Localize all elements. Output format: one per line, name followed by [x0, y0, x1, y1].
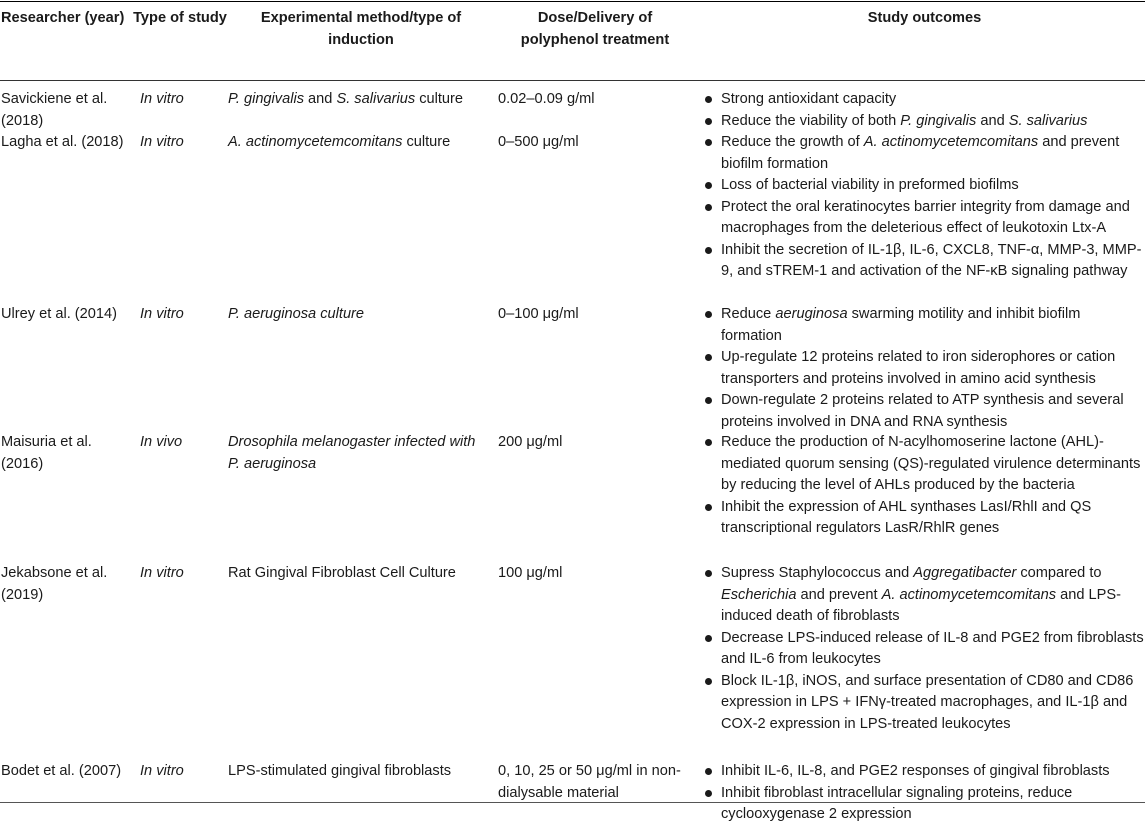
header-outcomes: Study outcomes — [867, 10, 982, 26]
table-top-rule — [0, 1, 1145, 2]
row5-type: In vitro — [140, 565, 184, 581]
row4-outcomes — [704, 432, 1145, 540]
row3-dose: 0–100 μg/ml — [498, 306, 579, 322]
row2-outcomes — [704, 132, 1145, 283]
row6-dose: 0, 10, 25 or 50 μg/ml in non-dialysable material — [498, 763, 681, 801]
list-item: Reduce the production of N-acylhomoserine lactone (AHL)-mediated quorum sensing (QS)-regulated virulence determinants by reducing the level of AHLs produced by the bacteria — [704, 432, 1145, 497]
row6-researcher: Bodet et al. (2007) — [1, 763, 122, 779]
row2-type: In vitro — [140, 134, 184, 150]
row1-dose: 0.02–0.09 g/ml — [498, 91, 595, 107]
row6-type: In vitro — [140, 763, 184, 779]
row5-outcomes — [704, 563, 1145, 735]
row2-dose: 0–500 μg/ml — [498, 134, 579, 150]
header-researcher: Researcher (year) — [1, 10, 125, 26]
row4-method: Drosophila melanogaster infected with P. aeruginosa — [228, 434, 476, 472]
list-item: Down-regulate 2 proteins related to ATP synthesis and several proteins involved in DNA and RNA synthesis — [704, 390, 1145, 433]
list-item: Inhibit IL-6, IL-8, and PGE2 responses of gingival fibroblasts — [704, 761, 1145, 783]
header-type: Type of study — [133, 10, 227, 26]
row2-method: A. actinomycetemcomitans culture — [228, 134, 451, 150]
row6-method: LPS-stimulated gingival fibroblasts — [228, 763, 452, 779]
list-item: Supress Staphylococcus and Aggregatibacter compared to Escherichia and prevent A. actinomycetemcomitans and LPS-induced death of fibroblasts — [704, 563, 1145, 628]
row5-dose: 100 μg/ml — [498, 565, 563, 581]
row1-type: In vitro — [140, 91, 184, 107]
row5-researcher: Jekabsone et al. (2019) — [1, 565, 108, 603]
row4-dose: 200 μg/ml — [498, 434, 563, 450]
list-item: Up-regulate 12 proteins related to iron siderophores or cation transporters and proteins involved in amino acid synthesis — [704, 347, 1145, 390]
list-item: Decrease LPS-induced release of IL-8 and PGE2 from fibroblasts and IL-6 from leukocytes — [704, 628, 1145, 671]
header-method: Experimental method/type of induction — [260, 10, 462, 48]
list-item: Reduce the viability of both P. gingivalis and S. salivarius — [704, 111, 1145, 133]
row4-researcher: Maisuria et al. (2016) — [1, 434, 92, 472]
row5-method: Rat Gingival Fibroblast Cell Culture — [228, 565, 456, 581]
list-item: Loss of bacterial viability in preformed biofilms — [704, 175, 1145, 197]
row3-method: P. aeruginosa culture — [228, 306, 365, 322]
list-item: Inhibit the secretion of IL-1β, IL-6, CXCL8, TNF-α, MMP-3, MMP-9, and sTREM-1 and activation of the NF-κB signaling pathway — [704, 240, 1145, 283]
row1-researcher: Savickiene et al. (2018) — [1, 91, 108, 129]
list-item: Reduce the growth of A. actinomycetemcomitans and prevent biofilm formation — [704, 132, 1145, 175]
row4-type: In vivo — [140, 434, 183, 450]
list-item: Block IL-1β, iNOS, and surface presentation of CD80 and CD86 expression in LPS + IFNγ-treated macrophages, and IL-1β and COX-2 expression in LPS-treated leukocytes — [704, 671, 1145, 736]
list-item: Reduce aeruginosa swarming motility and inhibit biofilm formation — [704, 304, 1145, 347]
row3-researcher: Ulrey et al. (2014) — [1, 306, 117, 322]
table-header-rule — [0, 80, 1145, 81]
list-item: Inhibit fibroblast intracellular signaling proteins, reduce cyclooxygenase 2 expression — [704, 783, 1145, 826]
list-item: Protect the oral keratinocytes barrier integrity from damage and macrophages from the deleterious effect of leukotoxin Ltx-A — [704, 197, 1145, 240]
row3-type: In vitro — [140, 306, 184, 322]
header-dose: Dose/Delivery of polyphenol treatment — [520, 10, 670, 48]
row3-outcomes — [704, 304, 1145, 433]
row1-outcomes — [704, 89, 1145, 132]
list-item: Inhibit the expression of AHL synthases LasI/RhlI and QS transcriptional regulators LasR/RhlR genes — [704, 497, 1145, 540]
row6-outcomes — [704, 761, 1145, 826]
list-item: Strong antioxidant capacity — [704, 89, 1145, 111]
row2-researcher: Lagha et al. (2018) — [1, 134, 124, 150]
row1-method: P. gingivalis and S. salivarius culture — [228, 91, 463, 107]
